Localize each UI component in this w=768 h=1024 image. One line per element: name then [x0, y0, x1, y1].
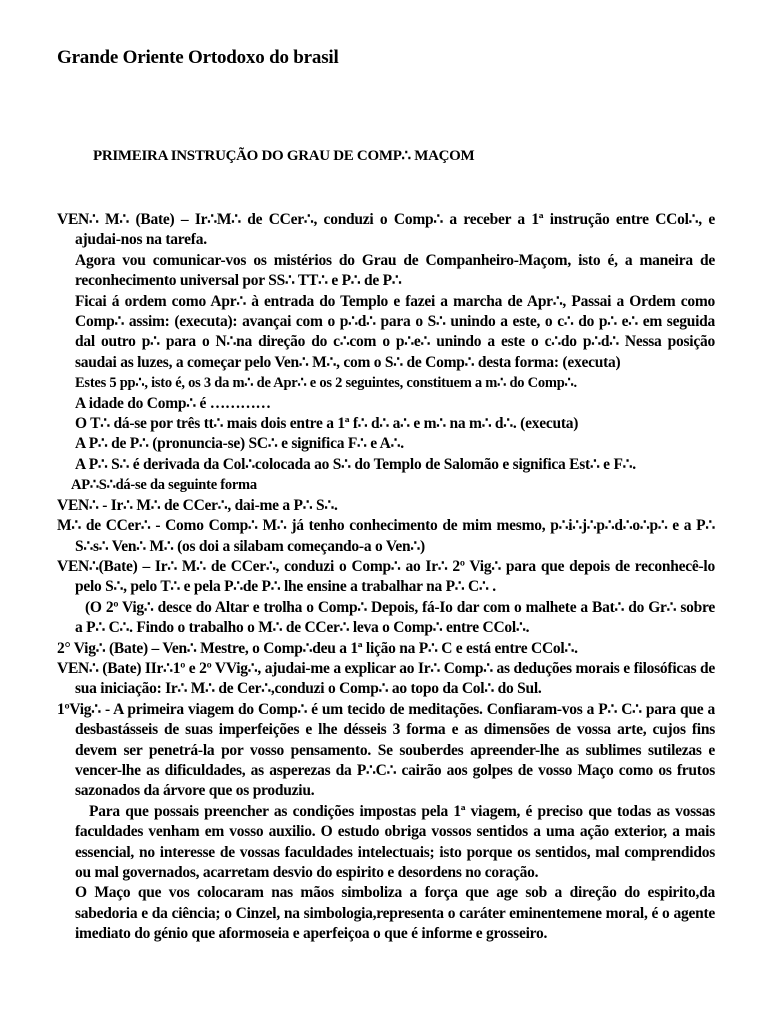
paragraph: 2° Vig∴ (Bate) – Ven∴ Mestre, o Comp∴deu a 1ª lição na P∴ C e está entre CCol∴. [57, 639, 578, 657]
paragraph: A P∴ de P∴ (pronuncia-se) SC∴ e significa F∴ e A∴. [75, 435, 404, 453]
paragraph: VEN∴ M∴ (Bate) – Ir∴M∴ de CCer∴, conduzi o Comp∴ a receber a 1ª instrução entre CCol∴, e ajudai-nos na tarefa. [57, 211, 715, 249]
paragraph: VEN∴ - Ir∴ M∴ de CCer∴, dai-me a P∴ S∴. [57, 496, 338, 514]
paragraph: VEN∴(Bate) – Ir∴ M∴ de CCer∴, conduzi o Comp∴ ao Ir∴ 2º Vig∴ para que depois de reconhecê-lo pelo S∴, pelo T∴ e pela P∴de P∴ lhe ensine a trabalhar na P∴ C∴ . [57, 557, 715, 596]
paragraph: (O 2º Vig∴ desce do Altar e trolha o Comp∴ Depois, fá-Io dar com o malhete a Bat∴ do Gr∴ sobre a P∴ C∴. Findo o trabalho o M∴ de CCer∴ leva o Comp∴ entre CCol∴. [75, 598, 715, 637]
paragraph: 1ºVig∴ - A primeira viagem do Comp∴ é um tecido de meditações. Confiaram-vos a P∴ C∴ para que a desbastásseis de suas imperfeições e lhe désseis 3 forma e as dimensões de vossa arte, cujos fins devem ser penetrá-la por vosso pensamento. Se souberdes apreender-lhe as sublimes sutilezas e vencer-lhe as dificuldades, as asperezas da P∴C∴ cairão aos golpes de vosso Maço como os frutos sazonados da árvore que os produziu. [57, 700, 715, 800]
paragraph: Para que possais preencher as condições impostas pela 1ª viagem, é preciso que todas as vossas faculdades venham em vosso auxilio. O estudo obriga vossos sentidos a uma ação exterior, a mais essencial, no interesse de vossas faculdades intelectuais; isto porque os sentidos, mal comprendidos ou mal governados, acarretam desvio do espirito e desordens no coração. [75, 802, 715, 881]
paragraph: M∴ de CCer∴ - Como Comp∴ M∴ já tenho conhecimento de mim mesmo, p∴i∴j∴p∴d∴o∴p∴ e a P∴ S∴s∴ Ven∴ M∴ (os doi a silabam começando-a o Ven∴) [57, 517, 715, 555]
paragraph: VEN∴ (Bate) IIr∴1º e 2º VVig∴, ajudai-me a explicar ao Ir∴ Comp∴ as deduções morais e filosóficas de sua iniciação: Ir∴ M∴ de Cer∴,conduzi o Comp∴ ao topo da Col∴ do Sul. [57, 659, 715, 698]
paragraph: A idade do Comp∴ é ………… [75, 394, 271, 412]
paragraph: Agora vou comunicar-vos os mistérios do Grau de Companheiro-Maçom, isto é, a maneira de reconhecimento universal por SS∴ TT∴ e P∴ de P∴ [75, 251, 715, 290]
instruction-title: PRIMEIRA INSTRUÇÃO DO GRAU DE COMP∴ MAÇOM [93, 148, 475, 164]
paragraph: AP∴S∴dá-se da seguinte forma [71, 477, 257, 494]
document-body [57, 210, 715, 945]
paragraph: A P∴ S∴ é derivada da Col∴colocada ao S∴ do Templo de Salomão e significa Est∴ e F∴. [75, 455, 636, 473]
paragraph: Ficai á ordem como Apr∴ à entrada do Templo e fazei a marcha de Apr∴, Passai a Ordem como Comp∴ assim: (executa): avançai com o p∴d∴ para o S∴ unindo a este, o c∴ do p∴ e∴ em seguida dal outro p∴ para o N∴na direção do c∴com o p∴e∴ unindo a este o c∴do p∴d∴ Nessa posição saudai as luzes, a começar pelo Ven∴ M∴, com o S∴ de Comp∴ desta forma: (executa) [75, 292, 715, 371]
paragraph: Estes 5 pp∴, isto é, os 3 da m∴ de Apr∴ e os 2 seguintes, constituem a m∴ do Comp∴. [75, 375, 577, 392]
organization-heading: Grande Oriente Ortodoxo do brasil [57, 47, 339, 68]
paragraph: O Maço que vos colocaram nas mãos simboliza a força que age sob a direção do espirito,da sabedoria e da ciência; o Cinzel, na simbologia,representa o caráter eminentemene moral, é o agente imediato do génio que aformoseia e aperfeiçoa o que é informe e grosseiro. [75, 884, 715, 943]
paragraph: O T∴ dá-se por três tt∴ mais dois entre a 1ª f∴ d∴ a∴ e m∴ na m∴ d∴. (executa) [75, 415, 579, 433]
